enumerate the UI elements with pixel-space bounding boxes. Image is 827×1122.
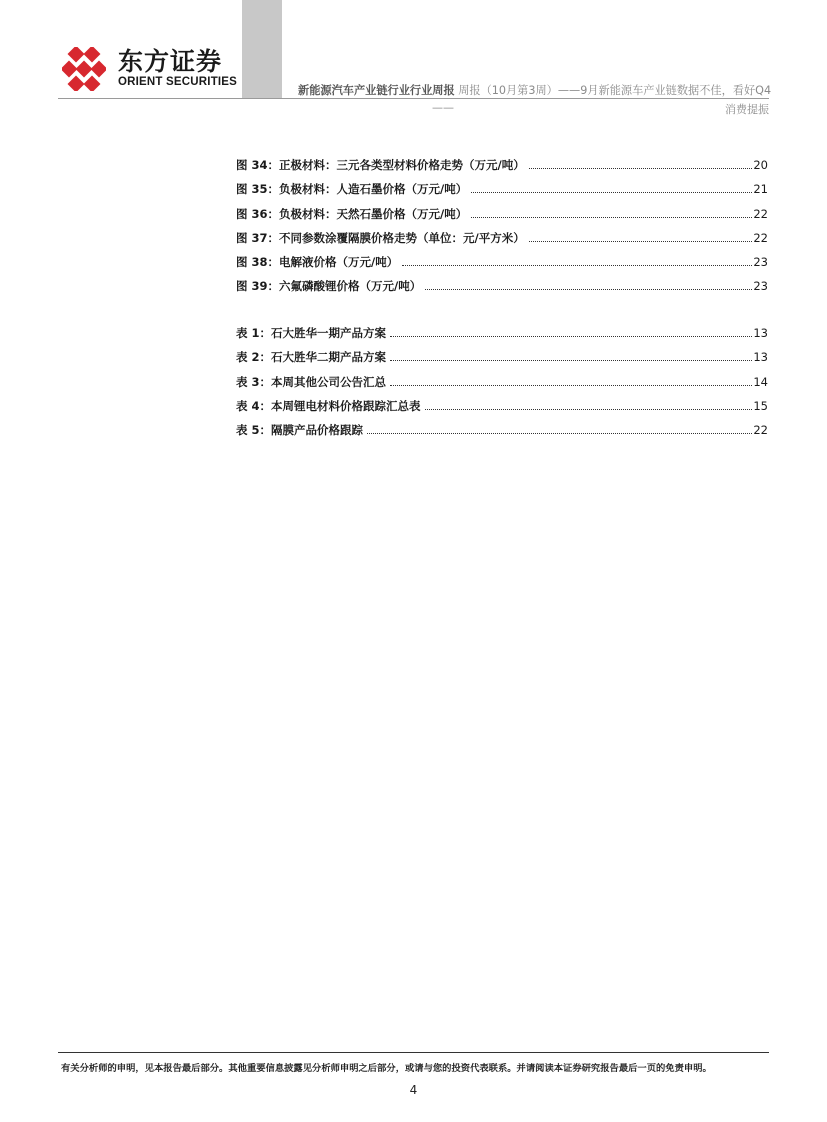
orient-logo-icon	[62, 47, 106, 91]
toc-page: 20	[753, 158, 768, 173]
toc-leader	[529, 168, 753, 169]
toc-entry[interactable]	[236, 148, 768, 172]
toc-entry[interactable]	[236, 364, 768, 388]
toc-label: 表 5：隔膜产品价格跟踪	[236, 422, 364, 437]
toc-entry[interactable]	[236, 389, 768, 413]
toc-page: 22	[753, 206, 768, 221]
toc-label: 表 2：石大胜华二期产品方案	[236, 350, 387, 365]
toc-label: 图 37：不同参数涂覆隔膜价格走势（单位：元/平方米）	[236, 230, 525, 245]
toc-entry[interactable]	[236, 245, 768, 269]
figure-list	[236, 148, 768, 293]
logo-english-name: ORIENT SECURITIES	[118, 76, 238, 88]
report-title-bold: 新能源汽车产业链行业行业周报	[298, 84, 455, 97]
toc-leader	[425, 289, 752, 290]
toc-page: 22	[753, 230, 768, 245]
report-subtitle: 消费提振	[725, 103, 769, 116]
toc-leader	[367, 433, 752, 434]
report-title-continuation: ——	[432, 101, 454, 114]
toc-leader	[390, 360, 752, 361]
toc-leader	[425, 409, 753, 410]
toc-page: 23	[753, 254, 768, 269]
header-divider	[58, 98, 769, 99]
footer-divider	[58, 1052, 769, 1053]
footer-disclaimer: 有关分析师的申明，见本报告最后部分。其他重要信息披露见分析师申明之后部分，或请与您的投资代表联系。并请阅读本证券研究报告最后一页的免责申明。	[61, 1063, 712, 1074]
toc-label: 表 1：石大胜华一期产品方案	[236, 326, 387, 341]
page-number: 4	[409, 1083, 418, 1097]
toc-entry[interactable]	[236, 413, 768, 437]
logo-chinese-name: 东方证券	[118, 47, 223, 76]
toc-entry[interactable]	[236, 340, 768, 364]
report-title	[298, 84, 771, 98]
report-title-rest: 周报（10月第3周）——9月新能源车产业链数据不佳，看好Q4	[454, 84, 772, 97]
company-logo	[62, 47, 238, 91]
toc-entry[interactable]	[236, 172, 768, 196]
toc-leader	[402, 265, 752, 266]
toc-label: 图 35：负极材料：人造石墨价格（万元/吨）	[236, 182, 468, 197]
table-list	[236, 316, 768, 437]
toc-leader	[471, 192, 752, 193]
toc-page: 13	[753, 326, 768, 341]
toc-page: 13	[753, 350, 768, 365]
toc-page: 15	[753, 398, 768, 413]
toc-entry[interactable]	[236, 316, 768, 340]
toc-label: 表 3：本周其他公司公告汇总	[236, 374, 387, 389]
toc-label: 图 39：六氟磷酸锂价格（万元/吨）	[236, 279, 422, 294]
toc-entry[interactable]	[236, 269, 768, 293]
toc-label: 图 38：电解液价格（万元/吨）	[236, 254, 399, 269]
toc-leader	[529, 241, 753, 242]
toc-page: 14	[753, 374, 768, 389]
toc-leader	[471, 217, 752, 218]
toc-label: 表 4：本周锂电材料价格跟踪汇总表	[236, 398, 421, 413]
toc-leader	[390, 385, 752, 386]
toc-entry[interactable]	[236, 196, 768, 220]
toc-entry[interactable]	[236, 221, 768, 245]
toc-leader	[390, 336, 752, 337]
toc-page: 23	[753, 279, 768, 294]
toc-label: 图 34：正极材料：三元各类型材料价格走势（万元/吨）	[236, 158, 525, 173]
toc-label: 图 36：负极材料：天然石墨价格（万元/吨）	[236, 206, 468, 221]
toc-page: 21	[753, 182, 768, 197]
toc-page: 22	[753, 422, 768, 437]
header-gray-block	[242, 0, 282, 98]
